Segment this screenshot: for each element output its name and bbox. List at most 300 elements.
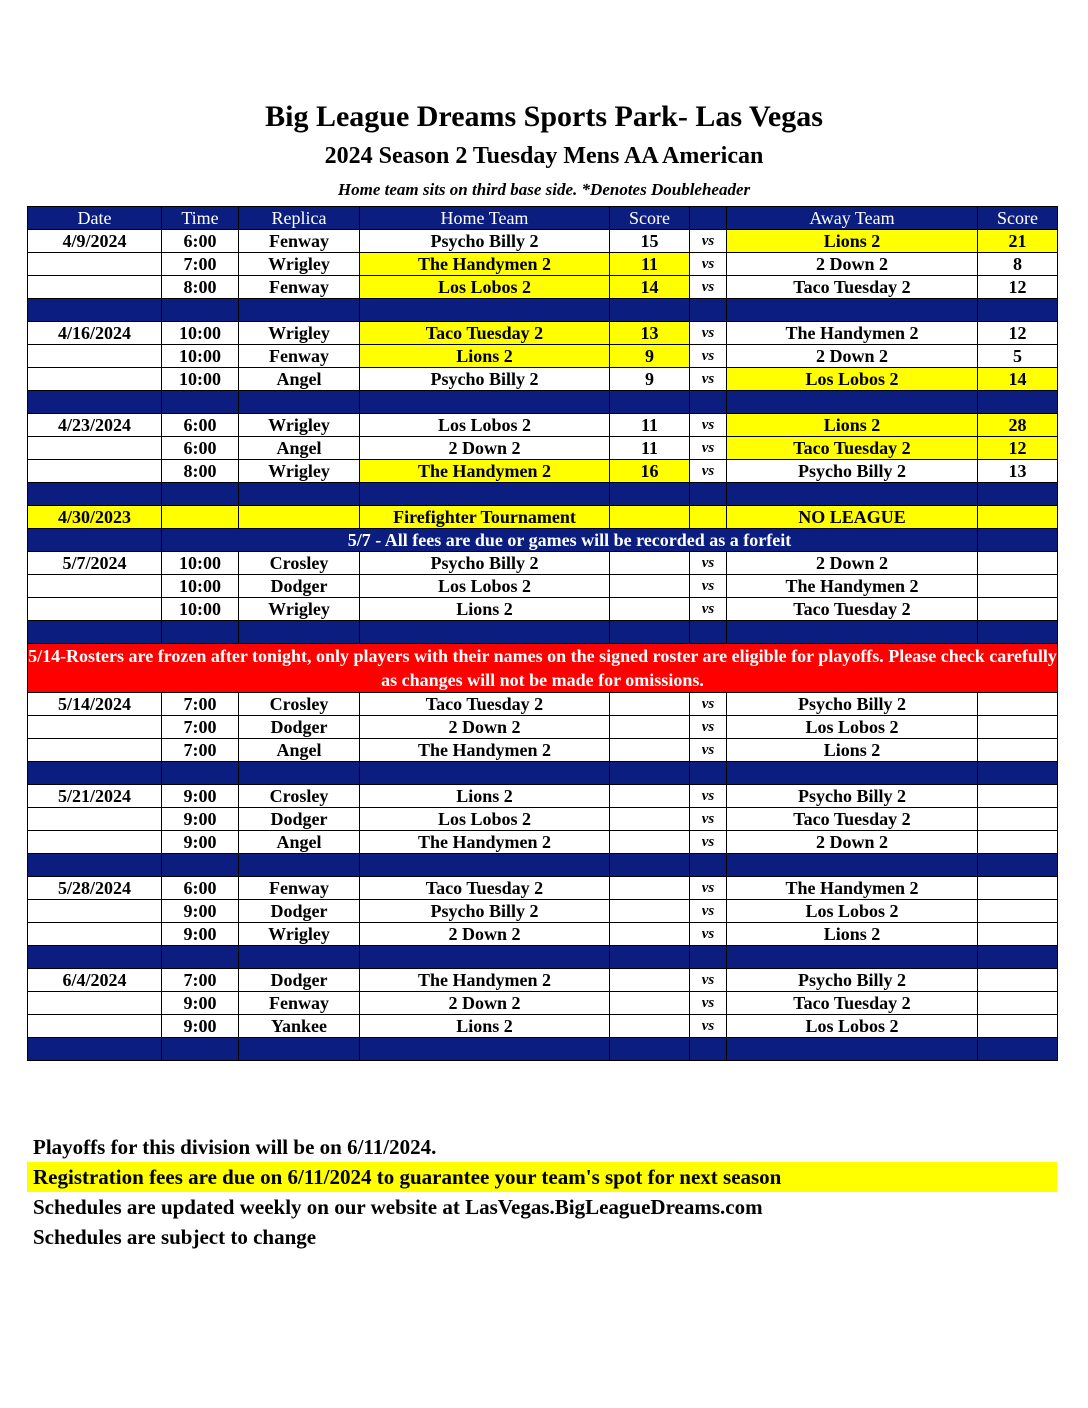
home-score: 11 [610,414,690,437]
vs-label: vs [690,345,727,368]
home-score [610,808,690,831]
away-score [978,831,1058,854]
game-time: 10:00 [162,368,239,391]
home-score [610,831,690,854]
separator-cell [610,299,690,322]
game-replica: Wrigley [239,322,360,345]
game-date [28,345,162,368]
separator-cell [610,483,690,506]
away-team: Taco Tuesday 2 [727,808,978,831]
col-header-time: Time [162,207,239,230]
game-time: 8:00 [162,460,239,483]
away-score [978,900,1058,923]
game-row [28,598,1058,621]
separator-cell [978,483,1058,506]
away-team: The Handymen 2 [727,877,978,900]
vs-label: vs [690,253,727,276]
game-replica: Dodger [239,575,360,598]
home-score: 15 [610,230,690,253]
game-date [28,900,162,923]
game-date: 4/16/2024 [28,322,162,345]
away-team: Taco Tuesday 2 [727,437,978,460]
separator-cell [610,1038,690,1061]
separator-cell [978,946,1058,969]
table-header-row [28,207,1058,230]
separator-cell [727,391,978,414]
separator-row [28,391,1058,414]
event-empty [690,506,727,529]
game-date [28,739,162,762]
game-row [28,877,1058,900]
away-score [978,992,1058,1015]
game-time: 10:00 [162,322,239,345]
game-row [28,808,1058,831]
schedule-table [27,206,1058,1061]
vs-label: vs [690,460,727,483]
game-row [28,414,1058,437]
separator-row [28,762,1058,785]
separator-cell [162,483,239,506]
separator-cell [690,854,727,877]
game-time: 9:00 [162,1015,239,1038]
separator-cell [978,854,1058,877]
vs-label: vs [690,1015,727,1038]
game-date [28,808,162,831]
separator-cell [978,299,1058,322]
game-row [28,923,1058,946]
game-row [28,345,1058,368]
vs-label: vs [690,716,727,739]
game-date: 5/21/2024 [28,785,162,808]
separator-cell [28,946,162,969]
game-date: 5/14/2024 [28,693,162,716]
separator-cell [162,854,239,877]
separator-cell [360,299,610,322]
separator-cell [28,483,162,506]
vs-label: vs [690,739,727,762]
game-row [28,785,1058,808]
game-date [28,992,162,1015]
game-time: 10:00 [162,575,239,598]
separator-cell [690,299,727,322]
fees-notice-row [28,529,1058,552]
separator-cell [610,621,690,644]
home-team: Psycho Billy 2 [360,368,610,391]
vs-label: vs [690,598,727,621]
event-empty [610,506,690,529]
home-team: Los Lobos 2 [360,808,610,831]
game-replica: Wrigley [239,253,360,276]
game-time: 9:00 [162,923,239,946]
home-score: 11 [610,253,690,276]
footer-registration: Registration fees are due on 6/11/2024 to guarantee your team's spot for next season [27,1162,1057,1192]
game-date [28,460,162,483]
game-replica: Fenway [239,230,360,253]
game-time: 7:00 [162,693,239,716]
game-replica: Angel [239,831,360,854]
game-time: 9:00 [162,785,239,808]
game-time: 9:00 [162,900,239,923]
game-date [28,575,162,598]
vs-label: vs [690,969,727,992]
separator-cell [239,854,360,877]
game-time: 10:00 [162,552,239,575]
game-row [28,900,1058,923]
game-replica: Crosley [239,693,360,716]
game-row [28,276,1058,299]
col-header-home-team: Home Team [360,207,610,230]
game-date: 4/9/2024 [28,230,162,253]
game-time: 9:00 [162,808,239,831]
away-score: 28 [978,414,1058,437]
away-score [978,575,1058,598]
away-team: Taco Tuesday 2 [727,992,978,1015]
game-date [28,437,162,460]
home-score [610,552,690,575]
game-replica: Wrigley [239,414,360,437]
away-score: 5 [978,345,1058,368]
game-time: 7:00 [162,969,239,992]
game-row [28,716,1058,739]
separator-cell [690,391,727,414]
away-team: Lions 2 [727,739,978,762]
away-team: Psycho Billy 2 [727,693,978,716]
game-time: 6:00 [162,437,239,460]
vs-label: vs [690,414,727,437]
separator-cell [727,762,978,785]
separator-cell [360,854,610,877]
home-score [610,877,690,900]
separator-cell [162,621,239,644]
game-date: 5/7/2024 [28,552,162,575]
game-date [28,1015,162,1038]
home-team: Taco Tuesday 2 [360,322,610,345]
game-row [28,693,1058,716]
game-row [28,460,1058,483]
away-score [978,1015,1058,1038]
home-score [610,598,690,621]
game-replica: Fenway [239,992,360,1015]
footer-website: Schedules are updated weekly on our website at LasVegas.BigLeagueDreams.com [33,1195,763,1219]
vs-label: vs [690,575,727,598]
away-score: 8 [978,253,1058,276]
game-row [28,969,1058,992]
game-date: 4/23/2024 [28,414,162,437]
home-score [610,575,690,598]
home-score: 16 [610,460,690,483]
away-team: 2 Down 2 [727,253,978,276]
game-time: 9:00 [162,992,239,1015]
separator-cell [610,391,690,414]
game-date [28,368,162,391]
separator-cell [978,621,1058,644]
vs-label: vs [690,808,727,831]
separator-cell [162,391,239,414]
game-replica: Dodger [239,808,360,831]
separator-row [28,946,1058,969]
away-team: The Handymen 2 [727,322,978,345]
notice-spacer [978,529,1058,552]
event-date: 4/30/2023 [28,506,162,529]
event-empty [162,506,239,529]
separator-cell [978,1038,1058,1061]
game-row [28,575,1058,598]
game-row [28,992,1058,1015]
event-empty [239,506,360,529]
away-score: 12 [978,322,1058,345]
game-replica: Angel [239,739,360,762]
game-row [28,552,1058,575]
game-replica: Dodger [239,969,360,992]
event-row [28,506,1058,529]
vs-label: vs [690,276,727,299]
separator-row [28,854,1058,877]
away-score [978,877,1058,900]
separator-cell [610,946,690,969]
roster-notice: 5/14-Rosters are frozen after tonight, only players with their names on the signed roster are eligible for playoffs. Please check carefully as changes will not be made for omissions. [28,644,1058,693]
col-header-vs [690,207,727,230]
separator-cell [28,762,162,785]
home-team: Taco Tuesday 2 [360,693,610,716]
separator-row [28,483,1058,506]
away-score: 12 [978,276,1058,299]
game-row [28,437,1058,460]
separator-cell [978,762,1058,785]
vs-label: vs [690,785,727,808]
home-team: Los Lobos 2 [360,414,610,437]
game-row [28,322,1058,345]
separator-cell [239,621,360,644]
event-status: NO LEAGUE [727,506,978,529]
separator-cell [360,391,610,414]
separator-cell [690,621,727,644]
home-team: Lions 2 [360,1015,610,1038]
home-score [610,739,690,762]
game-replica: Crosley [239,785,360,808]
away-team: 2 Down 2 [727,831,978,854]
home-team: Los Lobos 2 [360,575,610,598]
col-header-date: Date [28,207,162,230]
separator-row [28,299,1058,322]
event-empty [978,506,1058,529]
game-row [28,831,1058,854]
separator-cell [28,299,162,322]
separator-cell [360,1038,610,1061]
game-date [28,598,162,621]
away-team: Lions 2 [727,414,978,437]
game-replica: Fenway [239,345,360,368]
home-score [610,693,690,716]
home-team: The Handymen 2 [360,739,610,762]
away-score [978,923,1058,946]
away-score [978,716,1058,739]
col-header-home-score: Score [610,207,690,230]
game-date [28,923,162,946]
separator-cell [727,299,978,322]
home-team: Psycho Billy 2 [360,230,610,253]
col-header-away-score: Score [978,207,1058,230]
separator-cell [162,946,239,969]
separator-cell [727,946,978,969]
home-score [610,900,690,923]
separator-cell [360,946,610,969]
away-team: Los Lobos 2 [727,716,978,739]
separator-cell [690,946,727,969]
separator-cell [360,762,610,785]
separator-cell [360,483,610,506]
game-replica: Crosley [239,552,360,575]
separator-cell [727,854,978,877]
home-team: The Handymen 2 [360,831,610,854]
separator-row [28,621,1058,644]
separator-cell [239,762,360,785]
game-replica: Yankee [239,1015,360,1038]
separator-cell [239,391,360,414]
away-score: 12 [978,437,1058,460]
game-time: 6:00 [162,414,239,437]
away-team: Los Lobos 2 [727,368,978,391]
game-date [28,276,162,299]
away-score: 14 [978,368,1058,391]
away-score [978,598,1058,621]
away-score [978,969,1058,992]
fees-notice: 5/7 - All fees are due or games will be recorded as a forfeit [162,529,978,552]
home-score: 9 [610,345,690,368]
vs-label: vs [690,322,727,345]
separator-cell [239,299,360,322]
home-team: Los Lobos 2 [360,276,610,299]
game-row [28,739,1058,762]
away-score [978,552,1058,575]
game-replica: Wrigley [239,460,360,483]
home-score: 13 [610,322,690,345]
home-team: Lions 2 [360,345,610,368]
col-header-away-team: Away Team [727,207,978,230]
separator-cell [690,1038,727,1061]
home-team: 2 Down 2 [360,716,610,739]
home-team: Taco Tuesday 2 [360,877,610,900]
away-score [978,693,1058,716]
away-team: Taco Tuesday 2 [727,276,978,299]
home-team: 2 Down 2 [360,992,610,1015]
game-time: 10:00 [162,598,239,621]
separator-cell [360,621,610,644]
game-row [28,253,1058,276]
game-date: 6/4/2024 [28,969,162,992]
page-subtitle: 2024 Season 2 Tuesday Mens AA American [324,143,764,169]
vs-label: vs [690,923,727,946]
game-time: 8:00 [162,276,239,299]
vs-label: vs [690,437,727,460]
home-score [610,969,690,992]
away-team: Psycho Billy 2 [727,785,978,808]
col-header-replica: Replica [239,207,360,230]
game-replica: Dodger [239,716,360,739]
away-team: Lions 2 [727,923,978,946]
home-score: 11 [610,437,690,460]
separator-cell [162,299,239,322]
separator-cell [978,391,1058,414]
away-team: Los Lobos 2 [727,900,978,923]
away-team: Taco Tuesday 2 [727,598,978,621]
away-team: Psycho Billy 2 [727,969,978,992]
away-score [978,739,1058,762]
game-replica: Fenway [239,877,360,900]
away-team: Psycho Billy 2 [727,460,978,483]
home-team: The Handymen 2 [360,460,610,483]
separator-cell [162,1038,239,1061]
home-team: Lions 2 [360,785,610,808]
game-row [28,368,1058,391]
away-score [978,785,1058,808]
game-time: 6:00 [162,230,239,253]
event-name: Firefighter Tournament [360,506,610,529]
vs-label: vs [690,693,727,716]
separator-cell [162,762,239,785]
separator-cell [727,1038,978,1061]
home-team: 2 Down 2 [360,437,610,460]
separator-row [28,1038,1058,1061]
game-replica: Fenway [239,276,360,299]
separator-cell [727,483,978,506]
separator-cell [28,854,162,877]
game-date [28,831,162,854]
home-score [610,785,690,808]
home-score: 9 [610,368,690,391]
home-team: Lions 2 [360,598,610,621]
game-replica: Angel [239,437,360,460]
home-score [610,1015,690,1038]
home-score [610,992,690,1015]
home-score: 14 [610,276,690,299]
game-time: 7:00 [162,253,239,276]
game-row [28,1015,1058,1038]
home-score [610,923,690,946]
separator-cell [690,483,727,506]
vs-label: vs [690,831,727,854]
separator-cell [28,391,162,414]
home-team: The Handymen 2 [360,253,610,276]
game-time: 10:00 [162,345,239,368]
vs-label: vs [690,877,727,900]
away-team: 2 Down 2 [727,552,978,575]
vs-label: vs [690,992,727,1015]
header-note: Home team sits on third base side. *Denotes Doubleheader [337,180,751,199]
vs-label: vs [690,552,727,575]
home-score [610,716,690,739]
game-replica: Dodger [239,900,360,923]
game-row [28,230,1058,253]
game-replica: Wrigley [239,598,360,621]
away-score: 13 [978,460,1058,483]
separator-cell [239,946,360,969]
away-score [978,808,1058,831]
home-team: 2 Down 2 [360,923,610,946]
home-team: Psycho Billy 2 [360,552,610,575]
separator-cell [727,621,978,644]
separator-cell [239,483,360,506]
game-time: 9:00 [162,831,239,854]
game-replica: Wrigley [239,923,360,946]
game-time: 7:00 [162,716,239,739]
roster-notice-row [28,644,1058,693]
vs-label: vs [690,230,727,253]
game-date [28,716,162,739]
away-team: Lions 2 [727,230,978,253]
separator-cell [690,762,727,785]
home-team: Psycho Billy 2 [360,900,610,923]
schedule-body [28,230,1058,1061]
